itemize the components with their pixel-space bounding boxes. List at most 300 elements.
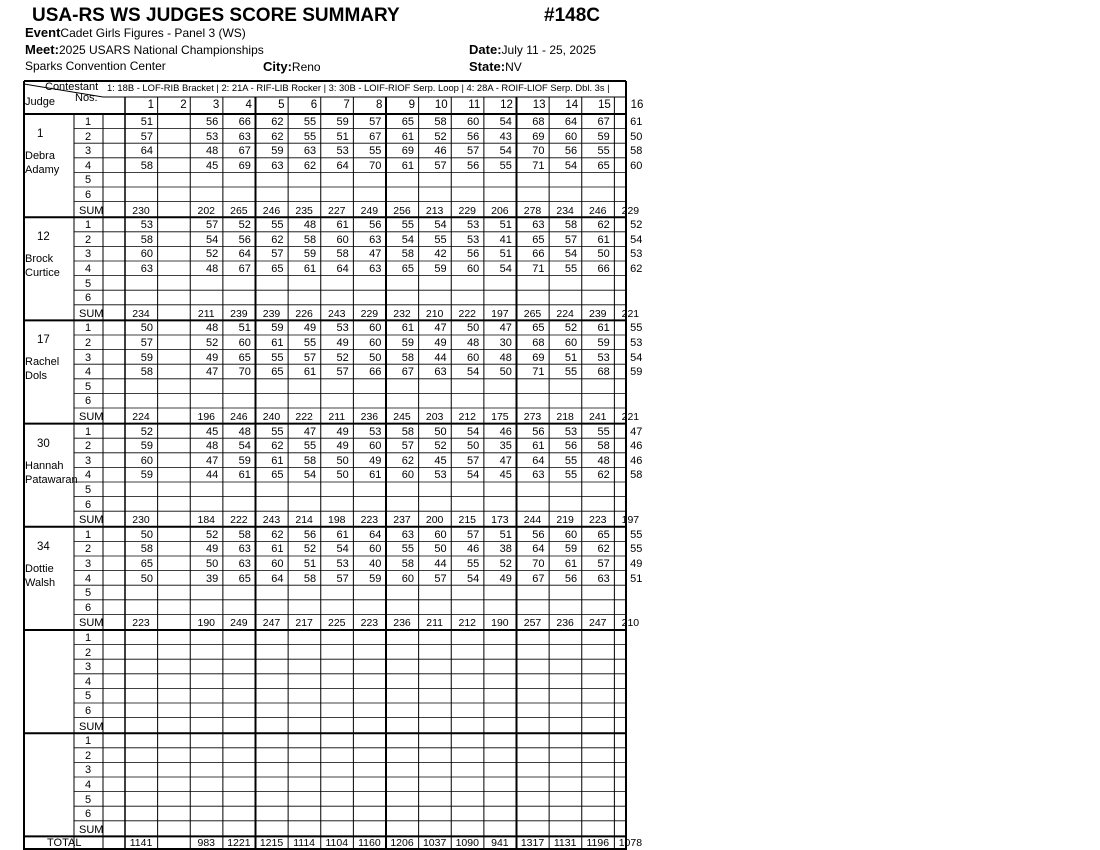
score-cell: 70	[532, 558, 545, 570]
sum-cell: 210	[621, 617, 640, 630]
score-cell: 55	[271, 425, 284, 438]
score-cell: 58	[140, 159, 153, 172]
sum-cell: 278	[523, 204, 542, 217]
score-cell: 60	[336, 233, 349, 246]
sum-cell: 211	[426, 617, 443, 630]
score-cell: 47	[369, 248, 382, 261]
row-number-label: 2	[85, 646, 92, 659]
score-cell: 60	[434, 528, 447, 541]
score-cell: 67	[532, 572, 545, 585]
score-cell: 61	[303, 263, 317, 275]
score-cell: 50	[467, 322, 480, 335]
row-number-label: 3	[85, 351, 92, 364]
score-cell: 57	[467, 145, 480, 158]
sum-label: SUM	[79, 720, 104, 733]
score-cell: 60	[467, 263, 480, 275]
sum-cell: 198	[327, 514, 346, 527]
score-cell: 53	[467, 233, 480, 246]
score-cell: 47	[434, 322, 447, 335]
sum-cell: 206	[491, 204, 509, 217]
score-cell: 54	[401, 233, 414, 246]
sum-cell: 197	[621, 514, 640, 527]
score-cell: 63	[532, 219, 545, 232]
contestant-number: 10	[434, 99, 448, 111]
row-number-label: 3	[85, 145, 92, 158]
score-cell: 65	[271, 469, 284, 482]
city-value: Reno	[291, 60, 321, 74]
score-cell: 55	[564, 469, 578, 482]
date-label: Date	[469, 42, 498, 57]
sum-cell: 215	[458, 514, 477, 527]
score-cell: 61	[597, 322, 610, 335]
score-cell: 62	[401, 454, 414, 467]
score-cell: 54	[206, 233, 219, 246]
score-cell: 59	[630, 366, 643, 379]
score-cell: 60	[238, 337, 251, 349]
row-number-label: 6	[85, 189, 92, 201]
score-cell: 49	[206, 543, 219, 556]
score-cell: 58	[564, 219, 578, 232]
score-cell: 53	[369, 425, 382, 438]
sum-cell: 202	[197, 204, 216, 217]
score-cell: 55	[630, 543, 643, 556]
venue: Sparks Convention Center	[25, 59, 166, 73]
score-cell: 46	[630, 440, 643, 453]
score-cell: 56	[238, 233, 251, 246]
judge-first-name: Brock	[25, 253, 54, 266]
event-line	[25, 24, 246, 42]
score-cell: 47	[206, 366, 219, 379]
score-cell: 58	[401, 351, 414, 364]
score-cell: 35	[499, 440, 512, 453]
total-cell: 983	[197, 837, 216, 850]
sum-cell: 239	[588, 307, 607, 320]
sum-label: SUM	[79, 617, 104, 630]
score-cell: 54	[303, 469, 317, 482]
score-cell: 53	[206, 130, 219, 143]
row-number-label: 3	[85, 661, 92, 674]
sum-cell: 229	[621, 204, 640, 217]
score-cell: 57	[206, 219, 219, 232]
score-cell: 61	[271, 337, 284, 349]
score-cell: 57	[434, 159, 447, 172]
score-cell: 55	[630, 528, 643, 541]
sum-cell: 212	[458, 617, 477, 630]
score-cell: 68	[597, 366, 610, 379]
sum-cell: 223	[588, 514, 607, 527]
score-cell: 48	[499, 351, 512, 364]
score-cell: 39	[206, 572, 219, 585]
sum-cell: 247	[588, 617, 607, 630]
score-cell: 46	[630, 454, 643, 467]
row-number-label: 5	[85, 277, 92, 290]
score-cell: 62	[597, 543, 610, 556]
score-cell: 60	[140, 454, 153, 467]
score-cell: 67	[238, 145, 251, 158]
score-cell: 55	[303, 116, 317, 128]
score-cell: 53	[630, 337, 643, 349]
sum-cell: 225	[327, 617, 346, 630]
score-cell: 56	[467, 159, 480, 172]
score-cell: 54	[434, 219, 447, 232]
sum-cell: 203	[425, 411, 444, 423]
score-cell: 49	[499, 572, 512, 585]
score-cell: 55	[564, 366, 578, 379]
score-cell: 57	[271, 248, 284, 261]
score-cell: 63	[434, 366, 447, 379]
score-cell: 60	[564, 130, 578, 143]
judge-number: 17	[37, 334, 50, 347]
score-cell: 57	[401, 440, 414, 453]
score-cell: 53	[467, 219, 480, 232]
score-cell: 64	[336, 263, 349, 275]
sum-cell: 239	[230, 307, 248, 320]
score-cell: 48	[467, 337, 480, 349]
score-cell: 71	[532, 366, 545, 379]
score-cell: 54	[630, 233, 643, 246]
judge-first-name: Dottie	[25, 562, 54, 575]
score-cell: 51	[499, 528, 512, 541]
row-number-label: 6	[85, 808, 92, 821]
score-cell: 65	[271, 366, 284, 379]
row-number-label: 2	[85, 543, 92, 556]
judge-number: 12	[37, 231, 50, 244]
score-cell: 52	[140, 425, 153, 438]
score-cell: 60	[369, 543, 382, 556]
sum-cell: 226	[295, 307, 313, 320]
score-cell: 55	[630, 322, 643, 335]
row-number-label: 6	[85, 601, 92, 614]
score-cell: 58	[434, 116, 447, 128]
score-cell: 60	[401, 572, 414, 585]
score-cell: 53	[564, 425, 578, 438]
score-cell: 62	[271, 130, 284, 143]
score-cell: 58	[140, 233, 153, 246]
score-cell: 50	[206, 558, 219, 570]
date-value: July 11 - 25, 2025	[501, 43, 597, 57]
score-cell: 49	[630, 558, 643, 570]
sum-cell: 223	[132, 617, 150, 630]
sum-label: SUM	[79, 307, 104, 320]
judge-last-name: Walsh	[25, 576, 56, 589]
contestant-number: 3	[212, 99, 220, 111]
sum-label: SUM	[79, 204, 104, 217]
score-cell: 47	[303, 425, 317, 438]
score-cell: 56	[467, 248, 480, 261]
score-cell: 53	[336, 145, 349, 158]
row-number-label: 2	[85, 130, 92, 143]
score-cell: 64	[532, 543, 545, 556]
score-cell: 50	[336, 454, 349, 467]
score-cell: 54	[467, 366, 480, 379]
score-cell: 58	[401, 558, 414, 570]
sum-cell: 234	[132, 307, 150, 320]
score-cell: 51	[564, 351, 578, 364]
score-cell: 48	[206, 322, 219, 335]
score-cell: 55	[271, 219, 284, 232]
score-cell: 63	[303, 145, 317, 158]
row-number-label: 6	[85, 395, 92, 408]
contestant-number: 1	[147, 99, 154, 111]
total-cell: 1114	[293, 837, 316, 850]
score-cell: 43	[499, 130, 512, 143]
score-cell: 55	[401, 543, 414, 556]
score-cell: 59	[271, 145, 284, 158]
score-cell: 48	[206, 263, 219, 275]
score-cell: 47	[630, 425, 643, 438]
score-cell: 52	[206, 248, 219, 261]
sum-cell: 246	[262, 204, 281, 217]
score-cell: 67	[597, 116, 610, 128]
judge-last-name: Patawaran	[25, 473, 78, 486]
row-number-label: 2	[85, 440, 92, 453]
sum-cell: 237	[393, 514, 411, 527]
sum-cell: 222	[230, 514, 248, 527]
score-cell: 59	[271, 322, 284, 335]
row-number-label: 6	[85, 498, 92, 511]
score-cell: 65	[271, 263, 284, 275]
score-cell: 54	[564, 248, 578, 261]
score-cell: 66	[238, 116, 251, 128]
score-cell: 59	[238, 454, 251, 467]
score-cell: 62	[271, 528, 284, 541]
score-cell: 60	[369, 337, 382, 349]
score-cell: 54	[336, 543, 349, 556]
score-cell: 60	[564, 337, 578, 349]
row-number-label: 6	[85, 292, 92, 305]
sum-label: SUM	[79, 411, 104, 423]
score-cell: 65	[238, 351, 251, 364]
corner-judge-label: Judge	[25, 96, 55, 108]
contestant-number: 12	[500, 99, 513, 111]
row-number-label: 5	[85, 380, 92, 393]
sum-cell: 213	[425, 204, 444, 217]
score-cell: 54	[499, 263, 512, 275]
score-cell: 59	[140, 351, 153, 364]
score-cell: 64	[564, 116, 578, 128]
corner-contestant-label: Contestant	[45, 81, 99, 93]
score-cell: 56	[532, 528, 545, 541]
row-number-label: 1	[85, 219, 92, 232]
judge-number: 1	[37, 128, 44, 140]
sum-cell: 249	[230, 617, 248, 630]
sum-cell: 240	[262, 411, 281, 423]
score-cell: 59	[336, 116, 349, 128]
sum-cell: 218	[556, 411, 574, 423]
score-cell: 42	[434, 248, 447, 261]
score-cell: 67	[238, 263, 251, 275]
score-cell: 52	[434, 130, 447, 143]
score-cell: 53	[630, 248, 643, 261]
total-cell: 1196	[586, 837, 610, 850]
total-cell: 1078	[618, 837, 643, 850]
score-cell: 68	[532, 337, 545, 349]
score-cell: 58	[140, 543, 153, 556]
score-cell: 57	[434, 572, 447, 585]
total-cell: 1160	[358, 837, 381, 850]
sum-cell: 217	[295, 617, 313, 630]
state-line: State:NV	[469, 59, 522, 74]
total-cell: 1104	[325, 837, 349, 850]
score-cell: 54	[467, 469, 480, 482]
score-cell: 64	[238, 248, 251, 261]
score-cell: 70	[238, 366, 251, 379]
sum-cell: 249	[360, 204, 379, 217]
sum-cell: 230	[132, 204, 150, 217]
row-number-label: 1	[85, 116, 92, 128]
score-cell: 64	[369, 528, 382, 541]
sum-cell: 234	[556, 204, 574, 217]
row-number-label: 2	[85, 749, 92, 762]
score-cell: 55	[401, 219, 414, 232]
score-cell: 44	[434, 351, 447, 364]
corner-nos-label: Nos.	[75, 92, 98, 104]
score-cell: 63	[401, 528, 414, 541]
contestant-number: 8	[375, 99, 383, 111]
score-cell: 63	[369, 233, 382, 246]
score-cell: 60	[630, 159, 643, 172]
score-cell: 59	[597, 130, 610, 143]
score-cell: 60	[401, 469, 414, 482]
score-cell: 52	[238, 219, 251, 232]
score-cell: 63	[140, 263, 153, 275]
score-cell: 59	[434, 263, 447, 275]
score-cell: 61	[303, 366, 317, 379]
row-number-label: 2	[85, 337, 92, 349]
score-cell: 52	[206, 528, 219, 541]
score-cell: 59	[140, 440, 153, 453]
score-cell: 54	[467, 572, 480, 585]
sum-cell: 236	[360, 411, 379, 423]
score-cell: 64	[271, 572, 284, 585]
score-cell: 61	[532, 440, 545, 453]
meet-label: Meet	[25, 42, 55, 57]
score-cell: 52	[206, 337, 219, 349]
sum-cell: 175	[491, 411, 509, 423]
judge-last-name: Dols	[25, 370, 48, 383]
score-cell: 51	[499, 219, 512, 232]
sum-cell: 196	[197, 411, 216, 423]
score-cell: 63	[532, 469, 545, 482]
date-line: Date:July 11 - 25, 2025	[469, 42, 597, 57]
sum-cell: 229	[360, 307, 379, 320]
score-cell: 57	[369, 116, 382, 128]
contestant-number: 6	[310, 99, 318, 111]
score-cell: 57	[564, 233, 578, 246]
score-cell: 62	[597, 219, 610, 232]
sum-cell: 222	[295, 411, 313, 423]
score-cell: 40	[369, 558, 382, 570]
contestant-number: 15	[597, 99, 611, 111]
row-number-label: 5	[85, 484, 92, 496]
score-cell: 61	[401, 322, 414, 335]
score-cell: 62	[271, 116, 284, 128]
score-cell: 59	[401, 337, 414, 349]
score-cell: 50	[140, 528, 153, 541]
score-cell: 51	[499, 248, 512, 261]
score-cell: 58	[336, 248, 349, 261]
score-cell: 55	[303, 130, 317, 143]
row-number-label: 4	[85, 159, 92, 172]
sum-cell: 214	[295, 514, 313, 527]
sum-cell: 239	[262, 307, 281, 320]
score-cell: 60	[369, 322, 382, 335]
sum-cell: 223	[360, 514, 379, 527]
score-cell: 45	[499, 469, 512, 482]
event-label: Event	[25, 25, 61, 40]
score-cell: 71	[532, 263, 545, 275]
sum-cell: 236	[393, 617, 411, 630]
score-cell: 66	[532, 248, 545, 261]
contestant-number: 4	[245, 99, 252, 111]
sum-label: SUM	[79, 823, 104, 836]
score-cell: 66	[369, 366, 382, 379]
score-cell: 69	[238, 159, 251, 172]
score-cell: 63	[271, 159, 284, 172]
score-cell: 57	[303, 351, 317, 364]
score-cell: 61	[336, 219, 349, 232]
contestant-number: 14	[565, 99, 579, 111]
score-cell: 49	[434, 337, 447, 349]
row-number-label: 5	[85, 690, 92, 703]
sum-cell: 236	[556, 617, 574, 630]
score-cell: 48	[597, 454, 610, 467]
row-number-label: 1	[85, 528, 92, 541]
score-cell: 45	[206, 425, 219, 438]
score-cell: 66	[597, 263, 610, 275]
score-cell: 51	[238, 322, 251, 335]
score-cell: 53	[336, 322, 349, 335]
total-label: TOTAL	[47, 837, 82, 850]
score-cell: 64	[140, 145, 153, 158]
row-number-label: 4	[85, 469, 92, 482]
score-cell: 55	[564, 454, 578, 467]
score-cell: 56	[369, 219, 382, 232]
row-number-label: 3	[85, 558, 92, 570]
score-cell: 50	[499, 366, 512, 379]
contestant-number: 9	[408, 99, 415, 111]
score-cell: 59	[140, 469, 153, 482]
score-cell: 58	[630, 469, 643, 482]
score-cell: 58	[597, 440, 610, 453]
score-cell: 59	[564, 543, 578, 556]
score-cell: 50	[434, 425, 447, 438]
score-cell: 49	[336, 337, 349, 349]
score-cell: 65	[532, 322, 545, 335]
score-cell: 59	[597, 337, 610, 349]
score-cell: 52	[499, 558, 512, 570]
score-cell: 61	[271, 543, 284, 556]
row-number-label: 2	[85, 233, 92, 246]
total-cell: 1141	[129, 837, 153, 850]
sum-cell: 256	[393, 204, 411, 217]
score-cell: 49	[303, 322, 317, 335]
score-cell: 59	[303, 248, 317, 261]
score-cell: 61	[271, 454, 284, 467]
score-cell: 58	[238, 528, 251, 541]
score-cell: 61	[238, 469, 251, 482]
score-cell: 64	[532, 454, 545, 467]
total-cell: 1090	[455, 837, 479, 850]
sum-cell: 190	[491, 617, 509, 630]
score-cell: 58	[303, 233, 317, 246]
score-cell: 53	[434, 469, 447, 482]
score-cell: 63	[597, 572, 610, 585]
row-number-label: 3	[85, 764, 92, 777]
score-cell: 58	[401, 248, 414, 261]
score-cell: 46	[499, 425, 512, 438]
state-label: State	[469, 59, 501, 74]
